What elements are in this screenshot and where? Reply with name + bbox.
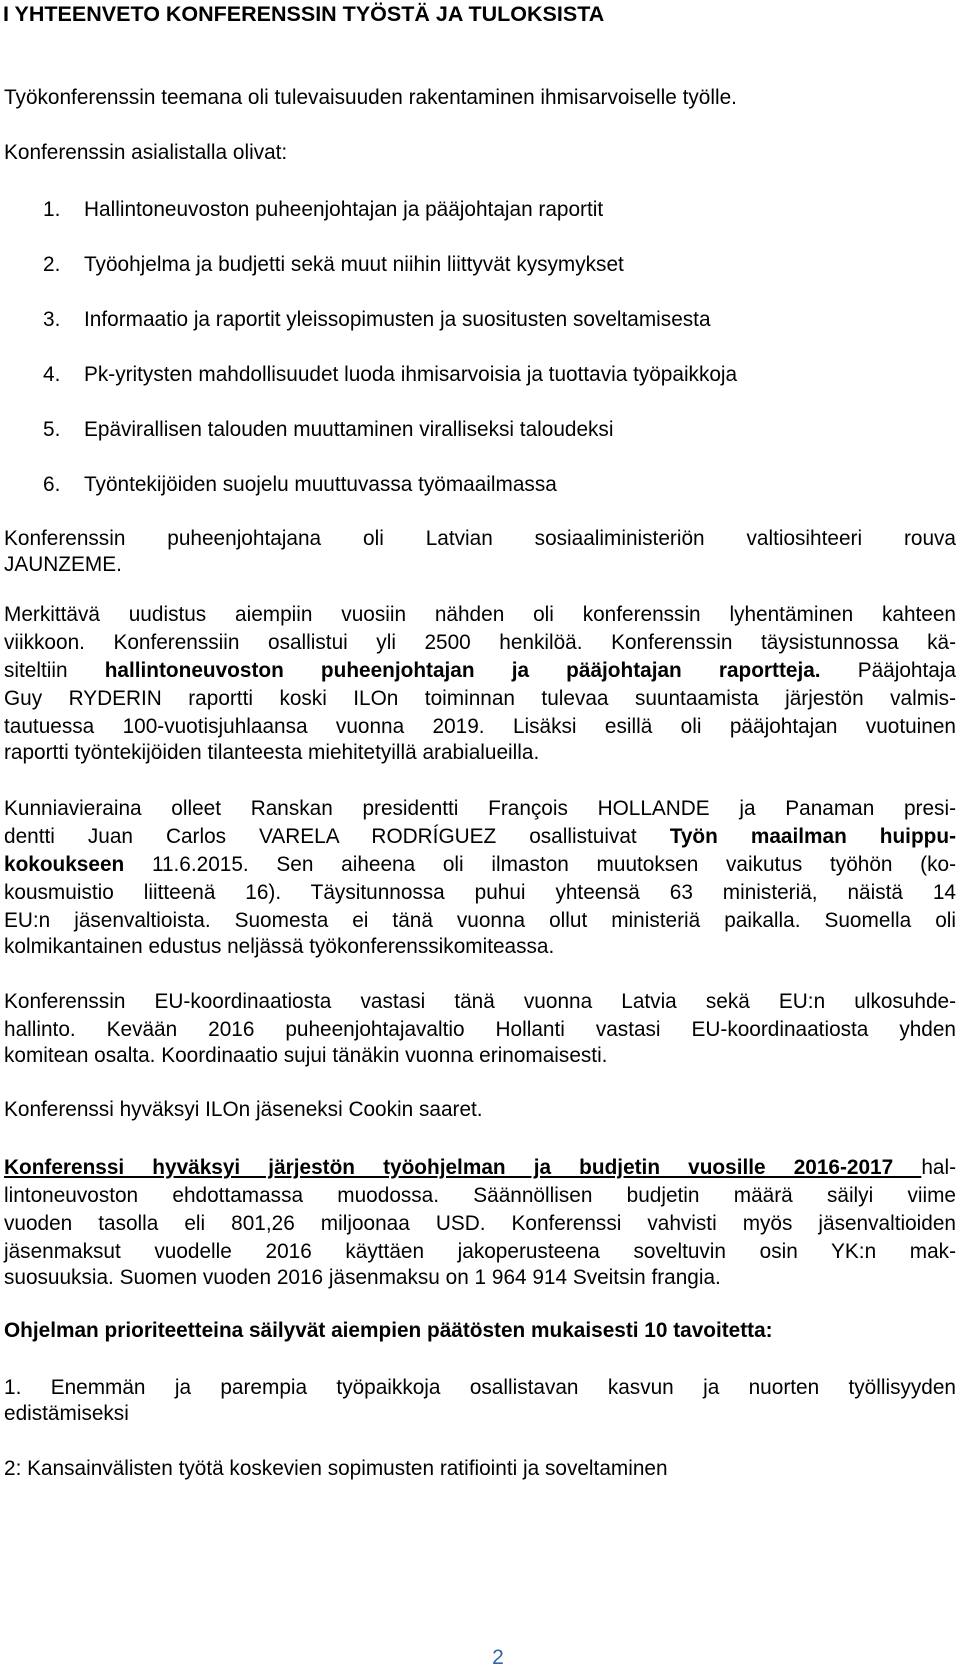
list-item-number: 1.	[43, 198, 61, 221]
text-line: vuoden tasolla eli 801,26 miljoonaa USD. Konferenssi vahvisti myös jäsenvaltioiden	[4, 1212, 956, 1235]
cook-paragraph: Konferenssi hyväksyi ILOn jäseneksi Cookin saaret.	[4, 1098, 483, 1121]
list-item-number: 2.	[43, 253, 61, 276]
text-line: JAUNZEME.	[4, 553, 122, 576]
bold-phrase: kokoukseen	[4, 853, 125, 876]
text-line: komitean osalta. Koordinaatio sujui tänäkin vuonna erinomaisesti.	[4, 1044, 608, 1067]
text-line: Kunniavieraina olleet Ranskan presidentti François HOLLANDE ja Panaman presi-	[4, 797, 956, 820]
text-line: kolmikantainen edustus neljässä työkonferenssikomiteassa.	[4, 935, 555, 958]
text-line: hallinto. Kevään 2016 puheenjohtajavaltio Hollanti vastasi EU-koordinaatiosta yhden	[4, 1018, 956, 1041]
text-line: Guy RYDERIN raportti koski ILOn toiminnan tulevaa suuntaamista järjestön valmis-	[4, 687, 956, 710]
intro-paragraph: Työkonferenssin teemana oli tulevaisuuden rakentaminen ihmisarvoiselle työlle.	[4, 86, 737, 109]
list-item: Hallintoneuvoston puheenjohtajan ja pääjohtajan raportit	[84, 198, 604, 221]
text-line: tautuessa 100-vuotisjuhlaansa vuonna 2019. Lisäksi esillä oli pääjohtajan vuotuinen	[4, 715, 956, 738]
text-line: Merkittävä uudistus aiempiin vuosiin nähden oli konferenssin lyhentäminen kahteen	[4, 603, 956, 626]
list-item: Informaatio ja raportit yleissopimusten ja suositusten soveltamisesta	[84, 308, 711, 331]
list-item: 2: Kansainvälisten työtä koskevien sopimusten ratifiointi ja soveltaminen	[4, 1457, 668, 1480]
bold-underlined-phrase: Konferenssi hyväksyi järjestön työohjelman ja budjetin vuosille 2016-2017	[4, 1156, 922, 1179]
text-line: kousmuistio liitteenä 16). Täysitunnossa puhui yhteensä 63 ministeriä, näistä 14	[4, 881, 956, 904]
text-line: Konferenssin EU-koordinaatiosta vastasi tänä vuonna Latvia sekä EU:n ulkosuhde-	[4, 990, 956, 1013]
bold-phrase: Työn maailman huippu-	[669, 825, 956, 848]
text-line: raportti työntekijöiden tilanteesta miehitetyillä arabialueilla.	[4, 741, 540, 764]
list-item: Työohjelma ja budjetti sekä muut niihin liittyvät kysymykset	[84, 253, 624, 276]
list-item: Pk-yritysten mahdollisuudet luoda ihmisarvoisia ja tuottavia työpaikkoja	[84, 363, 738, 386]
list-item-number: 4.	[43, 363, 61, 386]
text-line: suosuuksia. Suomen vuoden 2016 jäsenmaksu on 1 964 914 Sveitsin frangia.	[4, 1266, 721, 1289]
text-line: Konferenssin puheenjohtajana oli Latvian sosiaaliministeriön valtiosihteeri rouva	[4, 527, 956, 550]
list-item: Työntekijöiden suojelu muuttuvassa työmaailmassa	[84, 473, 557, 496]
page-number: 2	[492, 1646, 504, 1669]
text-line: Konferenssi hyväksyi järjestön työohjelman ja budjetin vuosille 2016-2017 hal-	[4, 1156, 956, 1179]
list-item-continuation: edistämiseksi	[4, 1402, 129, 1425]
text-line: kokoukseen 11.6.2015. Sen aiheena oli ilmaston muutoksen vaikutus työhön (ko-	[4, 853, 956, 876]
list-item: Epävirallisen talouden muuttaminen viralliseksi taloudeksi	[84, 418, 614, 441]
text-line: lintoneuvoston ehdottamassa muodossa. Säännöllisen budjetin määrä säilyi viime	[4, 1184, 956, 1207]
text-line: viikkoon. Konferenssiin osallistui yli 2500 henkilöä. Konferenssin täysistunnossa kä-	[4, 631, 956, 654]
list-item-number: 3.	[43, 308, 61, 331]
section-heading: I YHTEENVETO KONFERENSSIN TYÖSTÄ JA TULOKSISTA	[3, 2, 605, 26]
text-line: EU:n jäsenvaltioista. Suomesta ei tänä vuonna ollut ministeriä paikalla. Suomella oli	[4, 909, 956, 932]
text-line: dentti Juan Carlos VARELA RODRÍGUEZ osallistuivat Työn maailman huippu-	[4, 825, 956, 848]
agenda-intro: Konferenssin asialistalla olivat:	[4, 141, 288, 164]
list-item-number: 6.	[43, 473, 61, 496]
list-item-number: 5.	[43, 418, 61, 441]
list-item: 1. Enemmän ja parempia työpaikkoja osallistavan kasvun ja nuorten työllisyyden	[4, 1376, 956, 1399]
text-line: jäsenmaksut vuodelle 2016 käyttäen jakoperusteena soveltuvin osin YK:n mak-	[4, 1240, 956, 1263]
bold-phrase: hallintoneuvoston puheenjohtajan ja pääjohtajan raportteja.	[104, 659, 821, 682]
text-line: siteltiin hallintoneuvoston puheenjohtajan ja pääjohtajan raportteja. Pääjohtaja	[4, 659, 956, 682]
priorities-heading: Ohjelman prioriteetteina säilyvät aiempien päätösten mukaisesti 10 tavoitetta:	[4, 1319, 773, 1342]
